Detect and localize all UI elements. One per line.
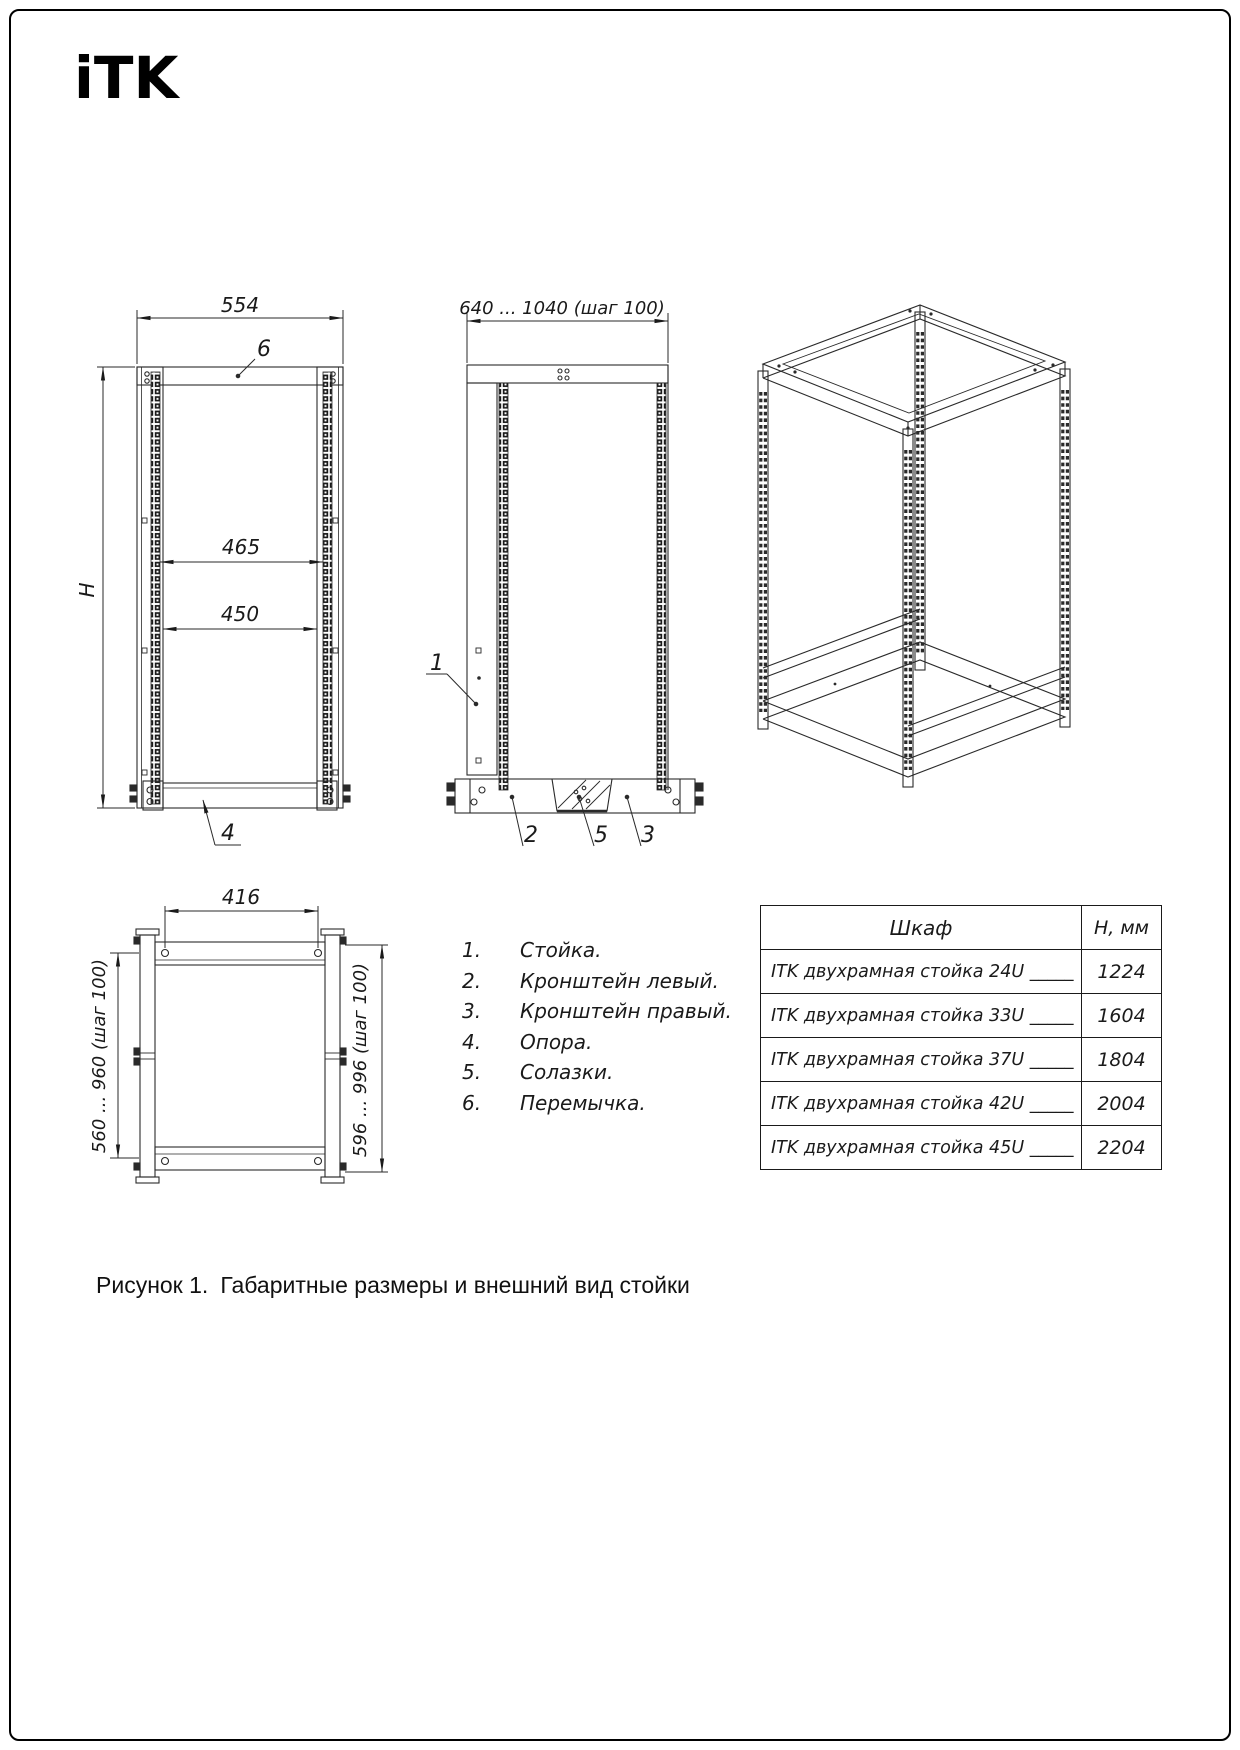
callout-right-bracket: 3 (641, 823, 655, 848)
spec-product-name: ITK двухрамная стойка 45U _____ (761, 1126, 1082, 1170)
page-border (9, 9, 1231, 1741)
side-view-drawing (390, 280, 710, 870)
spec-product-name: ITK двухрамная стойка 33U _____ (761, 994, 1082, 1038)
spec-product-name: ITK двухрамная стойка 42U _____ (761, 1082, 1082, 1126)
front-width-dimension: 554 (220, 293, 260, 317)
rail-pitch-dimension: 450 (220, 602, 260, 626)
callout-left-bracket: 2 (524, 823, 538, 848)
spec-row (761, 1126, 1162, 1170)
plan-depth-outer-dimension: 596 ... 996 (шаг 100) (350, 962, 371, 1158)
legend-item-number: 1. (462, 938, 482, 962)
front-dimensions (97, 310, 343, 845)
legend-item (462, 1091, 732, 1122)
side-depth-dimension: 640 ... 1040 (шаг 100) (459, 298, 665, 319)
spec-height-value: 1604 (1082, 994, 1162, 1038)
legend-item (462, 969, 732, 1000)
legend-item (462, 1060, 732, 1091)
figure-caption-text: Габаритные размеры и внешний вид стойки (220, 1272, 690, 1298)
front-view-drawing (70, 280, 370, 860)
spec-height-value: 2204 (1082, 1126, 1162, 1170)
plan-dimensions (110, 906, 388, 1172)
figure-caption (96, 1272, 702, 1299)
spec-row (761, 1038, 1162, 1082)
spec-col-height: H, мм (1082, 906, 1162, 950)
front-height-dimension: H (75, 582, 99, 598)
legend-item-label: Опора. (520, 1029, 593, 1054)
callout-support: 4 (221, 821, 235, 846)
side-dimensions (426, 313, 668, 846)
legend-item-label: Кронштейн левый. (520, 968, 719, 993)
parts-legend (462, 938, 732, 1121)
legend-item-number: 5. (462, 1060, 482, 1084)
plan-depth-inner-dimension: 560 ... 960 (шаг 100) (89, 958, 110, 1154)
spec-header-row (761, 906, 1162, 950)
legend-item-label: Перемычка. (520, 1090, 646, 1115)
spec-product-name: ITK двухрамная стойка 37U _____ (761, 1038, 1082, 1082)
plan-view-drawing (75, 880, 415, 1200)
legend-item-label: Стойка. (520, 938, 602, 962)
front-support-bar (130, 781, 350, 810)
legend-item (462, 999, 732, 1030)
legend-item-number: 2. (462, 968, 482, 993)
callout-frame: 1 (430, 651, 444, 676)
front-frame (137, 367, 343, 808)
legend-item-number: 4. (462, 1029, 482, 1054)
callout-slides: 5 (594, 823, 608, 848)
legend-item (462, 1030, 732, 1061)
plan-frame (134, 929, 346, 1183)
rail-outer-dimension: 465 (221, 535, 261, 559)
legend-item-number: 6. (462, 1090, 482, 1115)
spec-height-value: 2004 (1082, 1082, 1162, 1126)
spec-col-product: Шкаф (761, 906, 1082, 950)
legend-item-number: 3. (462, 999, 482, 1023)
spec-row (761, 994, 1162, 1038)
callout-crossbar: 6 (257, 337, 271, 362)
spec-table (760, 905, 1162, 1170)
spec-height-value: 1224 (1082, 950, 1162, 994)
legend-item-label: Кронштейн правый. (520, 999, 732, 1023)
plan-width-dimension: 416 (221, 885, 261, 909)
spec-row (761, 950, 1162, 994)
itk-logo: iTK (74, 44, 179, 112)
isometric-view-drawing (735, 280, 1100, 810)
side-frame (467, 365, 668, 790)
spec-row (761, 1082, 1162, 1126)
legend-item (462, 938, 732, 969)
spec-product-name: ITK двухрамная стойка 24U _____ (761, 950, 1082, 994)
figure-caption-number: Рисунок 1. (96, 1272, 209, 1298)
legend-item-label: Солазки. (520, 1060, 614, 1084)
spec-height-value: 1804 (1082, 1038, 1162, 1082)
